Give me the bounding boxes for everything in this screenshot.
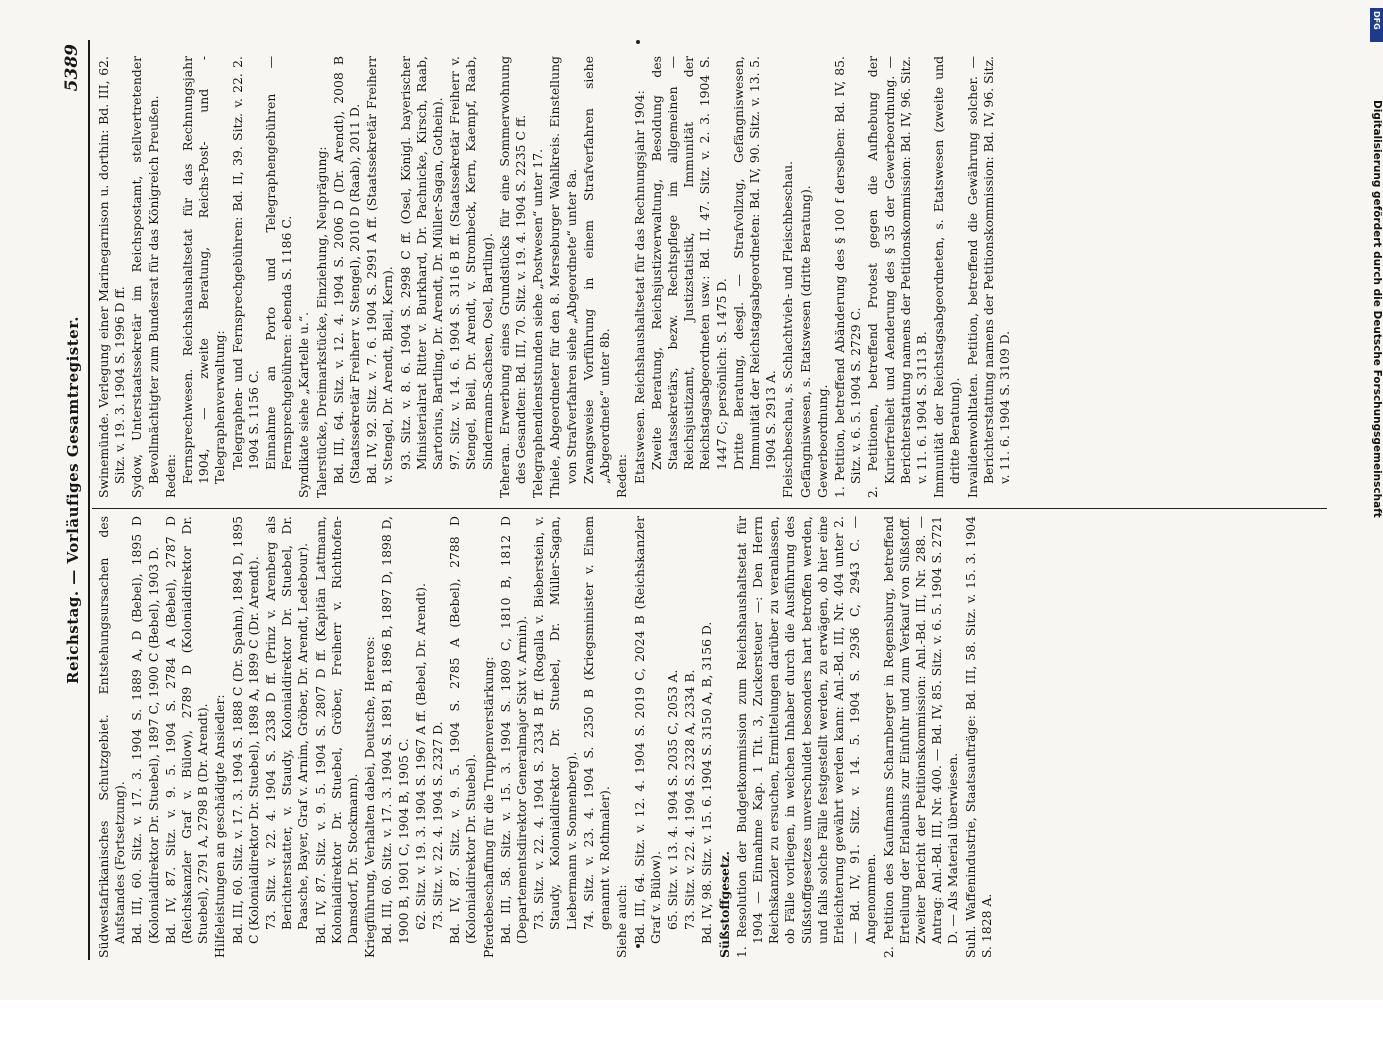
- left-column-entry: 65. Sitz. v. 13. 4. 1904 S. 2035 C, 2053 A.: [664, 669, 680, 930]
- left-column-entry: 2. Petition des Kaufmanns Scharnberger in Regensburg, betreffend Erteilung der Erlaubnis zur Einfuhr und zum Verkauf von Süßstoff. Zweiter Bericht der Petitionskommission: Anl.-Bd. III, Nr. 288. — Antrag: Anl.-Bd. III, Nr. 400. — Bd. IV, 85. Sitz. v. 6. 5. 1904 S. 2721 D. — Als Material überwiesen.: [880, 516, 961, 958]
- right-column-entry: Bd. III, 64. Sitz. v. 12. 4. 1904 S. 2006 D (Dr. Arendt), 2008 B (Staatssekretär Freiherr v. Stengel), 2010 D (Raab), 2011 D.: [330, 56, 363, 484]
- page-header: [62, 40, 86, 960]
- left-column: [96, 516, 996, 958]
- left-column-entry: Bd. III, 64. Sitz. v. 12. 4. 1904 S. 2019 C, 2024 B (Reichskanzler Graf v. Bülow).: [631, 516, 663, 944]
- column-divider: [92, 508, 1327, 509]
- left-column-entry: Bd. IV, 87. Sitz. v. 9. 5. 1904 S. 2785 A (Bebel), 2788 D (Kolonialdirektor Dr. Stuebel).: [447, 516, 479, 944]
- left-column-entry: 73. Sitz. v. 22. 4. 1904 S. 2327 D.: [430, 721, 446, 930]
- right-column-entry: Reden:: [162, 453, 178, 498]
- left-column-entry: Bd. III, 58. Sitz. v. 15. 3. 1904 S. 1809 C, 1810 B, 1812 D (Departementsdirektor Generalmajor Sixt v. Armin).: [497, 516, 530, 944]
- left-column-entry: 62. Sitz. v. 19. 3. 1904 S. 1967 A ff. (Bebel, Dr. Arendt).: [412, 583, 428, 930]
- right-column-entry: Teheran. Erwerbung eines Grundstücks für eine Sommerwohnung des Gesandten: Bd. III, 70. Sitz. v. 19. 4. 1904 S. 2235 C ff.: [496, 56, 529, 498]
- right-column-entry: Zweite Beratung, Reichsjustizverwaltung, Besoldung des Staatssekretärs, bezw. Rechtspflege im allgemeinen — Reichsjustizamt, Justizstatistik, Immunität der Reichstagsabgeordneten usw.: Bd. II, 47. Sitz. v. 2. 3. 1904 S. 1447 C; persönlich: S. 1475 D.: [648, 56, 729, 470]
- right-column: [96, 56, 1014, 498]
- left-column-entry: Bd. IV, 87. Sitz. v. 9. 5. 1904 S. 2807 D ff. (Kapitän Lattmann, Kolonialdirektor Dr. Stuebel, Gröber, Freiherr v. Richthofen-Damsdorf, Dr. Stockmann).: [312, 516, 361, 944]
- right-column-entry: Swinemünde. Verlegung einer Marinegarnison u. dorthin: Bd. III, 62. Sitz. v. 19. 3. 1904 S. 1996 D ff.: [96, 56, 128, 498]
- right-column-entry: Dritte Beratung, desgl. — Strafvollzug, Gefängniswesen, Immunität der Reichstagsabgeordneten: Bd. IV, 90. Sitz. v. 13. 5. 1904 S. 2913 A.: [730, 56, 779, 470]
- left-column-entry: Bd. III, 60. Sitz. v. 17. 3. 1904 S. 1888 C (Dr. Spahn), 1894 D, 1895 C (Kolonialdirektor Dr. Stuebel), 1898 A, 1899 C (Dr. Arendt).: [229, 516, 261, 944]
- right-column-entry: Zwangsweise Vorführung in einem Strafverfahren siehe „Abgeordnete“ unter 8b.: [580, 56, 613, 484]
- binding-mark: [636, 944, 640, 948]
- right-column-entry: Syndikate siehe „Kartelle u.“.: [296, 311, 312, 498]
- left-column-entry: 73. Sitz. v. 22. 4. 1904 S. 2328 A, 2334 B.: [682, 669, 698, 930]
- left-column-entry: 73. Sitz. v. 22. 4. 1904 S. 2334 B ff. (Rogalla v. Bieberstein, v. Staudy, Kolonialdirektor Dr. Stuebel, Dr. Müller-Sagan, Liebermann v. Sonnenberg).: [531, 516, 579, 930]
- dfg-logo: [1370, 8, 1383, 42]
- left-column-entry: Suhl. Waffenindustrie, Staatsaufträge: Bd. III, 58. Sitz. v. 15. 3. 1904 S. 1828 A.: [962, 516, 994, 958]
- right-column-entry: Reden:: [614, 453, 630, 498]
- header-rule: [88, 40, 90, 960]
- left-column-entry: Südwestafrikanisches Schutzgebiet. Entstehungsursachen des Aufstandes (Fortsetzung).: [96, 516, 128, 958]
- right-column-entry: Fleischbeschau, s. Schlachtvieh- und Fleischbeschau.: [780, 160, 796, 498]
- left-column-entry: 1. Resolution der Budgetkommission zum Reichshaushaltsetat für 1904 — Einnahme Kap. 1 Tit. 3, Zuckersteuer —: Den Herrn Reichskanzler zu ersuchen, Ermittelungen darüber zu veranlassen, ob Fälle vorliegen, in welchen Inhaber durch die Ausführung des Süßstoffgesetzes unverschuldet besonders hart betroffen werden, und falls solche Fälle festgestellt werden, zu erwägen, ob hier eine Erleichterung gewährt werden kann: Anl.-Bd. III, Nr. 404 unter 2. — Bd. IV, 91. Sitz. v. 14. 5. 1904 S. 2936 C, 2943 C. — Angenommen.: [733, 516, 879, 958]
- digitization-note: [1370, 8, 1383, 1000]
- binding-mark: [636, 40, 640, 44]
- left-column-entry: Siehe auch:: [614, 884, 630, 958]
- right-column-entry: Thiele, Abgeordneter für den 8. Merseburger Wahlkreis. Einstellung von Strafverfahren siehe „Abgeordnete“ unter 8a.: [547, 56, 579, 498]
- right-column-entry: Fernsprechwesen. Reichshaushaltsetat für das Rechnungsjahr 1904, — zweite Beratung, Reichs-Post- und -Telegraphenverwaltung:: [180, 56, 228, 484]
- left-column-entry: Bd. IV, 98. Sitz. v. 15. 6. 1904 S. 3150 A, B, 3156 D.: [699, 621, 715, 944]
- right-column-entry: Gefängniswesen, s. Etatswesen (dritte Beratung).: [797, 185, 813, 498]
- rotated-register-page: [62, 40, 1332, 960]
- right-column-entry: Talerstücke, Dreimarkstücke, Einziehung, Neuprägung:: [313, 146, 329, 498]
- left-column-entry: Bd. IV, 87. Sitz. v. 9. 5. 1904 S. 2784 A (Bebel), 2787 D (Reichskanzler Graf v. Bülow), 2789 D (Kolonialdirektor Dr. Stuebel), 2791 A, 2798 B (Dr. Arendt).: [162, 516, 211, 944]
- right-column-entry: 1. Petition, betreffend Abänderung des § 100 f derselben: Bd. IV, 85. Sitz. v. 6. 5. 1904 S. 2729 C.: [831, 56, 864, 498]
- left-column-entry: Kriegführung, Verhalten dabei, Deutsche, Hereros:: [362, 636, 378, 958]
- dfg-logo-text: DFG: [1372, 11, 1381, 30]
- right-column-entry: Telegraphendienststunden siehe „Postwesen“ unter 17.: [530, 148, 546, 498]
- right-column-entry: Telegraphen- und Fernsprechgebühren: Bd. II, 39. Sitz. v. 22. 2. 1904 S. 1156 C.: [229, 56, 261, 470]
- left-column-entry: Bd. III, 60. Sitz. v. 17. 3. 1904 S. 1889 A, D (Bebel), 1895 D (Kolonialdirektor Dr. Stuebel), 1897 C, 1900 C (Bebel), 1903 D.: [129, 516, 161, 944]
- left-column-entry: 73. Sitz. v. 22. 4. 1904 S. 2338 D ff. (Prinz v. Arenberg als Berichterstatter, v. Staudy, Kolonialdirektor Dr. Stuebel, Dr. Paasche, Bayer, Graf v. Arnim, Gröber, Dr. Arendt, Ledebour).: [263, 516, 311, 930]
- right-column-entry: Etatswesen. Reichshaushaltsetat für das Rechnungsjahr 1904:: [631, 90, 647, 484]
- right-column-entry: 97. Sitz. v. 14. 6. 1904 S. 3116 B ff. (Staatssekretär Freiherr v. Stengel, Bleil, Dr. Arendt, v. Strombeck, Kern, Kaempf, Raab, Sindermann-Sachsen, Osel, Bartling).: [447, 56, 495, 470]
- page-number: 5389: [62, 44, 82, 92]
- right-column-entry: Bd. IV, 92. Sitz. v. 7. 6. 1904 S. 2991 A ff. (Staatssekretär Freiherr v. Stengel, Dr. Arendt, Bleil, Kern).: [364, 56, 396, 484]
- right-column-entry: Einnahme an Porto und Telegraphengebühren — Fernsprechgebühren: ebenda S. 1186 C.: [263, 56, 295, 470]
- left-column-entry: Süßstoffgesetz.: [716, 851, 732, 958]
- left-column-entry: Hilfeleistungen an geschädigte Ansiedler:: [212, 694, 228, 958]
- right-column-entry: Sydow, Unterstaatssekretär im Reichspostamt, stellvertretender Bevollmächtigter zum Bundesrat für das Königreich Preußen.: [129, 56, 161, 498]
- right-column-entry: 93. Sitz. v. 8. 6. 1904 S. 2998 C ff. (Osel, Königl. bayerischer Ministerialrat Ritter v. Burkhard, Dr. Pachnicke, Kirsch, Raab, Sartorius, Bartling, Dr. Arendt, Dr. Müller-Sagan, Gothein).: [397, 56, 446, 470]
- right-column-entry: 2. Petitionen, betreffend Protest gegen die Aufhebung der Kurierfreiheit und Aenderung des § 35 der Gewerbeordnung. — Berichterstattung namens der Petitionskommission: Bd. IV, 96. Sitz. v. 11. 6. 1904 S. 3113 B.: [865, 56, 929, 498]
- left-column-entry: Bd. III, 60. Sitz. v. 17. 3. 1904 S. 1891 B, 1896 B, 1897 D, 1898 D, 1900 B, 1901 C, 1904 B, 1905 C.: [379, 516, 411, 944]
- right-column-entry: Immunität der Reichstagsabgeordneten, s. Etatswesen (zweite und dritte Beratung).: [931, 56, 963, 498]
- digitization-credit: Digitalisierung gefördert durch die Deutsche Forschungsgemeinschaft: [1371, 100, 1383, 518]
- left-column-entry: 74. Sitz. v. 23. 4. 1904 S. 2350 B (Kriegsminister v. Einem genannt v. Rothmaler).: [580, 516, 613, 930]
- left-column-entry: Pferdebeschaffung für die Truppenverstärkung:: [480, 656, 496, 958]
- running-title: Reichstag. — Vorläufiges Gesamtregister.: [64, 316, 82, 684]
- right-column-entry: Invalidenwohltaten. Petition, betreffend die Gewährung solcher. — Berichterstattung namens der Petitionskommission: Bd. IV, 96. Sitz. v. 11. 6. 1904 S. 3109 D.: [964, 56, 1012, 498]
- right-column-entry: Gewerbeordnung.: [814, 384, 830, 498]
